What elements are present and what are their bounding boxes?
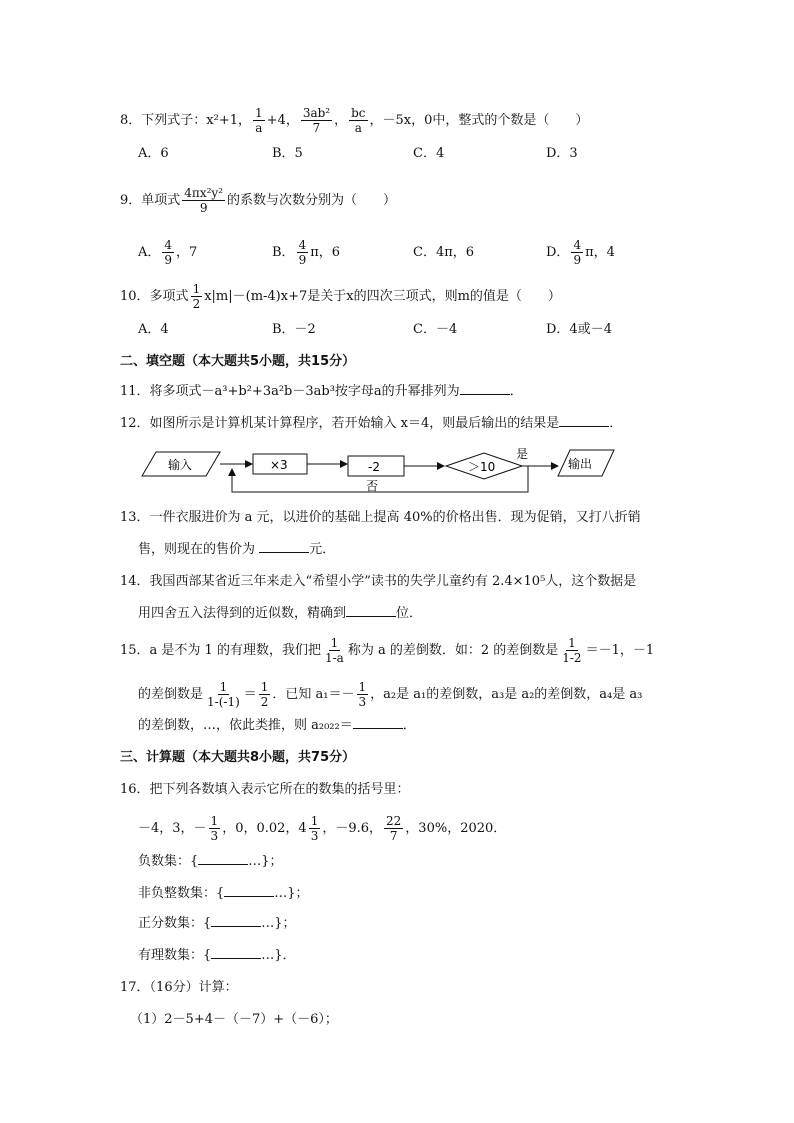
fraction — [297, 238, 309, 267]
option-c: C．4 — [413, 146, 445, 161]
question-text: x|m|－(m-4)x+7是关于x的四次三项式，则m的值是（ ） — [204, 289, 561, 304]
numerator: 1 — [568, 636, 576, 650]
question-text: ＝－1，－1 — [585, 643, 655, 658]
no-label: 否 — [366, 479, 379, 493]
set-end: …}； — [261, 916, 296, 931]
denominator: 7 — [312, 121, 321, 135]
question-text: 的差倒数是 — [138, 687, 204, 702]
denominator: 3 — [310, 829, 319, 843]
option-text: ，7 — [176, 245, 198, 260]
denominator: 1-2 — [562, 651, 582, 665]
numerator: 3ab² — [302, 106, 331, 120]
option-b: B．5 — [272, 146, 303, 161]
denominator: 2 — [192, 297, 201, 311]
fraction — [182, 186, 225, 215]
question-text: ． — [509, 384, 523, 399]
numerator: 1 — [192, 282, 201, 296]
fraction — [259, 680, 271, 709]
question-number: 10． — [120, 289, 150, 304]
question-text: 单项式 — [141, 193, 181, 208]
option-c: C．－4 — [413, 322, 458, 337]
question-text: 多项式 — [149, 289, 189, 304]
denominator: 9 — [164, 253, 173, 267]
numerator: 1 — [260, 680, 269, 694]
option-a: A．4 — [138, 322, 169, 337]
question-14-line-1: 14．我国西部某省近三年来走入“希望小学”读书的失学儿童约有 2.4×10⁵人，这个数据是 — [120, 574, 637, 589]
numerator: 4 — [573, 238, 582, 252]
question-text: ，－5x，0中，整式的个数是（ ） — [369, 113, 589, 128]
number-list: ，30%，2020． — [405, 821, 507, 836]
option-text: π，6 — [310, 245, 341, 260]
question-16-heading: 16．把下列各数填入表示它所在的数集的括号里： — [120, 782, 410, 797]
option-d: D．4或－4 — [546, 322, 612, 337]
fraction — [571, 238, 583, 267]
fraction — [191, 282, 203, 311]
answer-blank[interactable] — [353, 716, 403, 729]
fraction — [309, 814, 321, 843]
numerator: 1 — [219, 680, 228, 694]
fraction — [560, 636, 583, 665]
numerator: 1 — [310, 814, 319, 828]
question-11 — [120, 382, 523, 402]
expression: ， — [334, 113, 348, 128]
set-label: 正分数集：{ — [138, 916, 212, 931]
denominator: 9 — [199, 201, 208, 215]
set-positive-fraction — [138, 914, 296, 934]
set-label: 负数集：{ — [138, 854, 199, 869]
denominator: 3 — [358, 695, 367, 709]
answer-blank[interactable] — [224, 884, 274, 897]
set-negative — [138, 852, 283, 872]
fraction — [384, 814, 403, 843]
number-list: ，0，0.02，4 — [222, 821, 307, 836]
question-number: 9． — [120, 193, 142, 208]
set-label: 非负整数集：{ — [138, 886, 225, 901]
question-16-numbers — [138, 814, 506, 843]
fraction — [349, 106, 367, 135]
numerator: 4 — [298, 238, 307, 252]
flowchart — [140, 446, 620, 496]
numerator: 4πx²y² — [184, 186, 223, 200]
numerator: 1 — [358, 680, 367, 694]
option-text: π，4 — [585, 245, 615, 260]
denominator: 2 — [260, 695, 269, 709]
multiply-label: ×3 — [270, 458, 288, 472]
question-text: 12．如图所示是计算机某计算程序，若开始输入 x＝4，则最后输出的结果是 — [120, 416, 560, 431]
question-text: 称为 a 的差倒数．如：2 的差倒数是 — [347, 643, 559, 658]
question-text: 元． — [309, 542, 336, 557]
question-text: ．已知 a₁＝－ — [272, 687, 355, 702]
question-text: 15．a 是不为 1 的有理数，我们把 — [120, 643, 321, 658]
answer-blank[interactable] — [346, 604, 396, 617]
answer-blank[interactable] — [559, 414, 609, 427]
set-end: …}； — [248, 854, 283, 869]
fraction — [301, 106, 332, 135]
option-d: D．3 — [546, 146, 578, 161]
option-label: D． — [546, 245, 570, 260]
fraction — [162, 238, 174, 267]
question-text: 的差倒数，…，依此类推，则 a₂₀₂₂＝ — [138, 718, 353, 733]
option-b — [272, 238, 340, 267]
numerator: 4 — [164, 238, 173, 252]
question-text: 下列式子： — [141, 113, 207, 128]
denominator: 9 — [298, 253, 307, 267]
option-a — [138, 238, 197, 267]
question-10 — [120, 282, 561, 311]
question-text: 11．将多项式－a³+b²+3a²b－3ab³按字母a的升幂排列为 — [120, 384, 460, 399]
subtract-label: -2 — [368, 460, 380, 474]
denominator: 1-a — [324, 651, 344, 665]
fraction — [357, 680, 369, 709]
question-17-part-1: （1）2－5+4－（－7）+（－6）； — [130, 1012, 338, 1027]
answer-blank[interactable] — [460, 382, 510, 395]
question-8 — [120, 106, 588, 135]
fraction — [209, 814, 221, 843]
option-label: A． — [138, 245, 161, 260]
numerator: 22 — [386, 814, 402, 828]
section-heading-fill-in: 二、填空题（本大题共5小题，共15分） — [120, 354, 356, 369]
denominator: 3 — [210, 829, 219, 843]
denominator: 1-(-1) — [207, 695, 240, 709]
question-text: ，a₂是 a₁的差倒数，a₃是 a₂的差倒数，a₄是 a₃ — [370, 687, 643, 702]
answer-blank[interactable] — [211, 946, 261, 959]
section-heading-calculation: 三、计算题（本大题共8小题，共75分） — [120, 750, 356, 765]
question-15-line-1 — [120, 636, 654, 665]
expression: x²+1， — [206, 113, 252, 128]
option-c: C．4π，6 — [413, 245, 475, 260]
number-list: －4，3，－ — [138, 821, 207, 836]
set-rational — [138, 946, 296, 966]
question-text: 售，则现在的售价为 — [138, 542, 260, 557]
question-number: 8． — [120, 113, 142, 128]
question-text: 用四舍五入法得到的近似数，精确到 — [138, 606, 347, 621]
denominator: 9 — [573, 253, 582, 267]
question-text: 位． — [396, 606, 423, 621]
question-15-line-3 — [138, 716, 416, 736]
question-14-line-2 — [138, 604, 422, 624]
answer-blank[interactable] — [259, 540, 309, 553]
numerator: bc — [351, 106, 366, 120]
question-13-line-2 — [138, 540, 335, 560]
set-end: …}． — [261, 948, 296, 963]
question-text: ＝ — [243, 687, 257, 702]
option-d — [546, 238, 615, 267]
numerator: 1 — [330, 636, 339, 650]
output-label: 输出 — [568, 457, 593, 471]
fraction — [205, 680, 242, 709]
question-text: ． — [402, 718, 416, 733]
condition-label: ＞10 — [468, 460, 496, 474]
answer-blank[interactable] — [211, 914, 261, 927]
input-label: 输入 — [168, 458, 193, 472]
set-nonnegative-integer — [138, 884, 309, 904]
fraction — [253, 106, 265, 135]
question-17-heading: 17．（16分）计算： — [120, 980, 238, 995]
set-end: …}； — [274, 886, 309, 901]
option-label: B． — [272, 245, 295, 260]
question-13-line-1: 13．一件衣服进价为 a 元，以进价的基础上提高 40%的价格出售．现为促销，又打八折销 — [120, 510, 641, 525]
question-9 — [120, 186, 396, 215]
numerator: 1 — [210, 814, 219, 828]
denominator: 7 — [389, 829, 398, 843]
question-15-line-2 — [138, 680, 642, 709]
numerator: 1 — [255, 106, 263, 120]
expression: +4， — [266, 113, 299, 128]
fraction — [323, 636, 346, 665]
denominator: a — [354, 121, 362, 135]
option-a: A．6 — [138, 146, 169, 161]
question-12 — [120, 414, 622, 434]
answer-blank[interactable] — [198, 852, 248, 865]
question-text: 的系数与次数分别为（ ） — [227, 193, 397, 208]
denominator: a — [255, 121, 263, 135]
option-b: B．－2 — [272, 322, 316, 337]
yes-label: 是 — [516, 447, 529, 461]
set-label: 有理数集：{ — [138, 948, 212, 963]
question-text: ． — [609, 416, 623, 431]
number-list: ，－9.6， — [322, 821, 383, 836]
